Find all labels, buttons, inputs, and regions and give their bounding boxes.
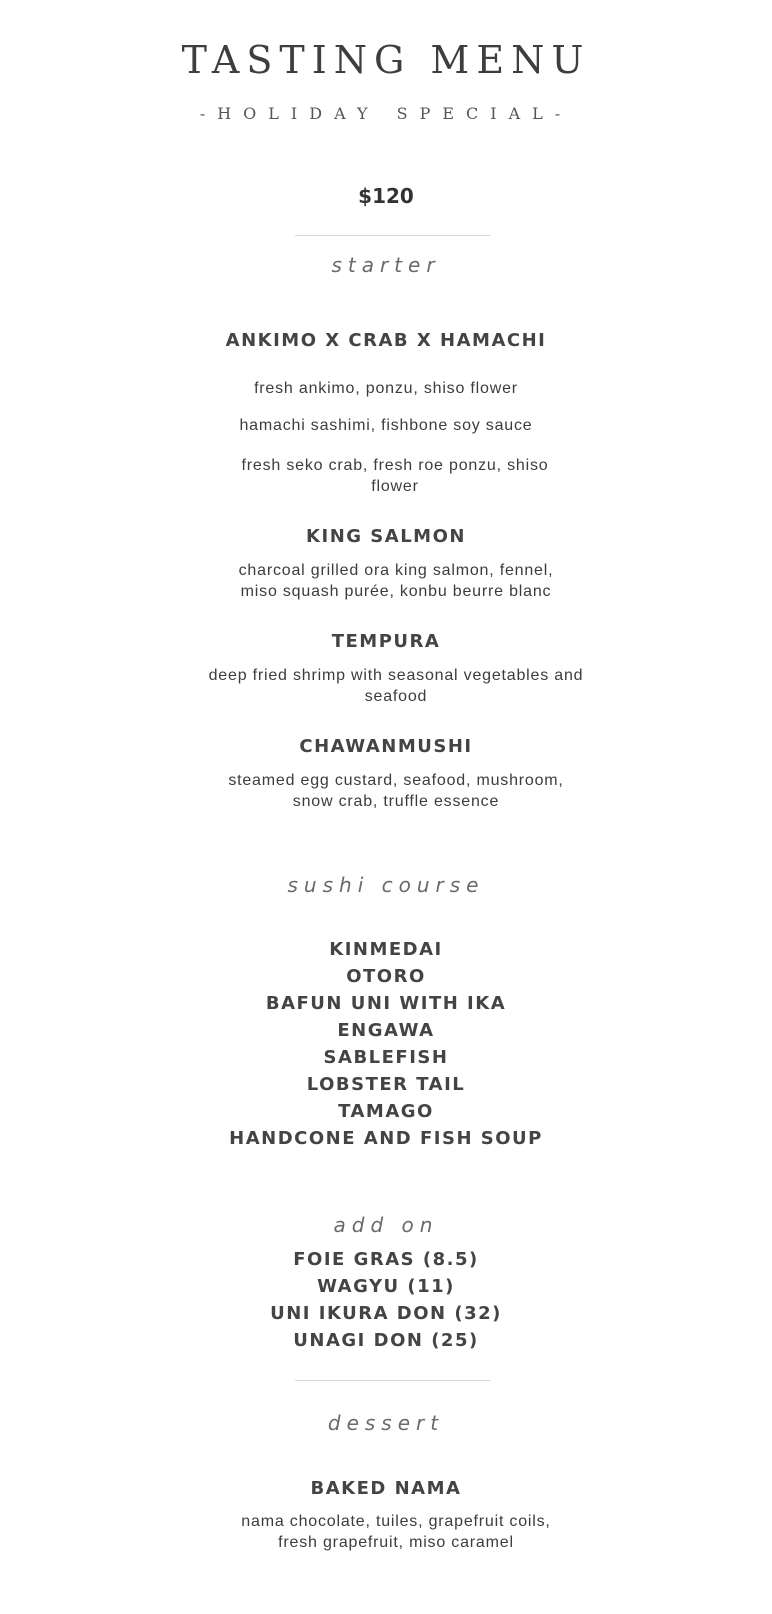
list-item: WAGYU (11) — [317, 1276, 455, 1297]
dish-desc: steamed egg custard, seafood, mushroom, snow crab, truffle essence — [228, 772, 564, 810]
section-heading-dessert: dessert — [327, 1411, 445, 1435]
list-item: LOBSTER TAIL — [306, 1074, 466, 1095]
divider-top — [295, 235, 490, 236]
dish-desc: charcoal grilled ora king salmon, fennel, miso squash purée, konbu beurre blanc — [238, 562, 554, 600]
list-item: KINMEDAI — [329, 939, 443, 960]
list-item: UNI IKURA DON (32) — [270, 1303, 502, 1324]
section-heading-sushi-course: sushi course — [287, 873, 485, 897]
list-item: FOIE GRAS (8.5) — [293, 1249, 479, 1270]
dish-desc-line: fresh ankimo, ponzu, shiso flower — [254, 380, 518, 397]
list-item: OTORO — [346, 966, 426, 987]
add-on-list — [0, 1246, 772, 1354]
dish-name-tempura: TEMPURA — [331, 631, 441, 652]
dish-name-ankimo-crab-hamachi: ANKIMO X CRAB X HAMACHI — [225, 330, 547, 351]
dish-name-chawanmushi: CHAWANMUSHI — [299, 736, 473, 757]
sushi-course-list — [0, 936, 772, 1152]
section-heading-add-on: add on — [333, 1213, 439, 1237]
dish-desc-line: hamachi sashimi, fishbone soy sauce — [239, 417, 533, 434]
list-item: TAMAGO — [338, 1101, 434, 1122]
dish-name-king-salmon: KING SALMON — [306, 526, 466, 547]
section-heading-starter: starter — [331, 253, 441, 277]
dish-name-baked-nama: BAKED NAMA — [310, 1478, 462, 1499]
dish-desc: deep fried shrimp with seasonal vegetables and seafood — [208, 667, 584, 705]
list-item: SABLEFISH — [323, 1047, 449, 1068]
list-item: HANDCONE AND FISH SOUP — [229, 1128, 543, 1149]
dish-desc-line: fresh seko crab, fresh roe ponzu, shiso flower — [241, 457, 549, 495]
dish-desc: nama chocolate, tuiles, grapefruit coils, fresh grapefruit, miso caramel — [241, 1513, 551, 1551]
list-item: UNAGI DON (25) — [293, 1330, 479, 1351]
menu-title: TASTING MENU — [181, 38, 591, 82]
list-item: BAFUN UNI WITH IKA — [265, 993, 507, 1014]
divider-dessert — [295, 1380, 490, 1381]
menu-subtitle: -HOLIDAY SPECIAL- — [199, 104, 573, 123]
menu-price: $120 — [358, 184, 414, 208]
list-item: ENGAWA — [337, 1020, 435, 1041]
